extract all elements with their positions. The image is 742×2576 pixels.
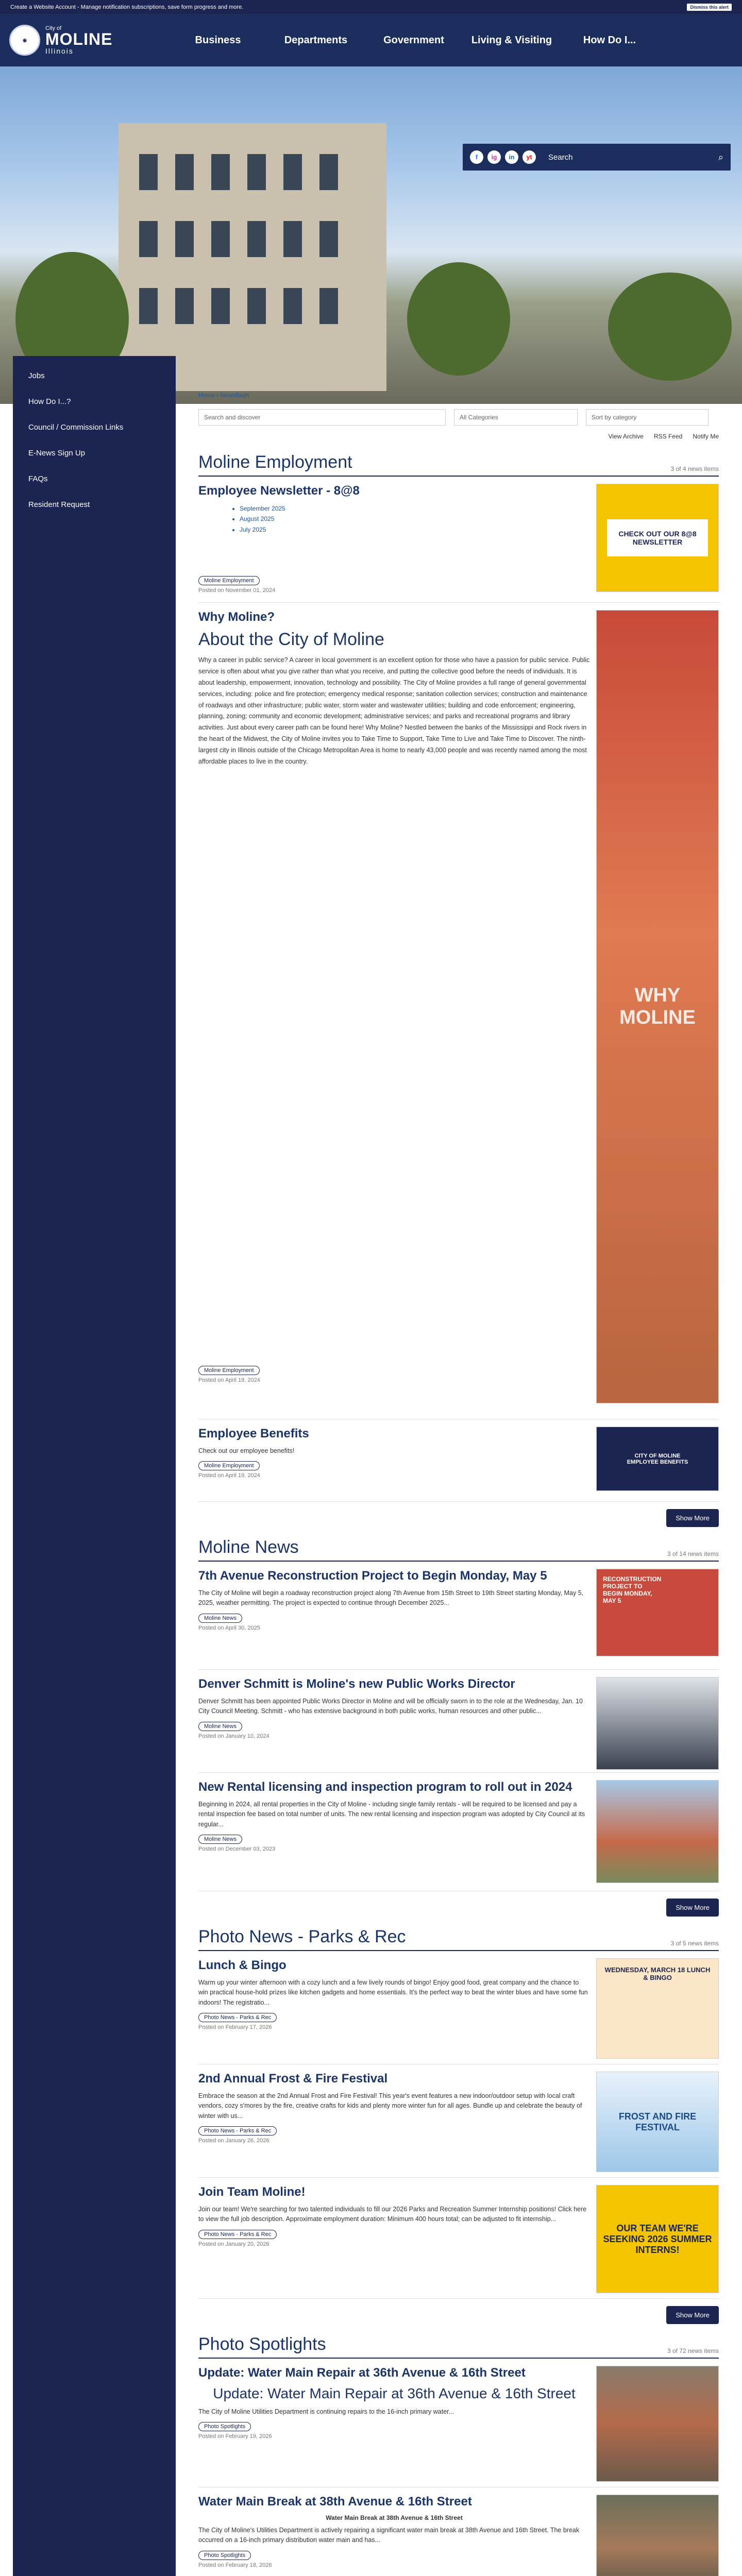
nav-living-visiting[interactable]: Living & Visiting	[471, 34, 552, 46]
thumb-caption: CHECK OUT OUR 8@8 NEWSLETTER	[607, 519, 708, 556]
item-thumbnail[interactable]	[596, 484, 719, 592]
item-tag[interactable]: Moline News	[198, 1722, 242, 1731]
breadcrumb-home[interactable]: Home	[198, 392, 215, 399]
item-tag[interactable]: Photo Spotlights	[198, 2551, 251, 2560]
item-title[interactable]: Water Main Break at 38th Avenue & 16th Street	[198, 2495, 472, 2509]
item-date: Posted on November 01, 2024	[198, 587, 276, 594]
item-date: Posted on December 03, 2023	[198, 1846, 276, 1853]
item-tag[interactable]: Photo News - Parks & Rec	[198, 2126, 277, 2136]
sidebar-item-jobs[interactable]: Jobs	[28, 371, 45, 380]
filters	[198, 409, 719, 426]
item-tag[interactable]: Photo News - Parks & Rec	[198, 2013, 277, 2022]
breadcrumb: Home › Newsflash	[198, 392, 249, 399]
nav-government[interactable]: Government	[383, 34, 444, 46]
sidebar-item-enews[interactable]: E-News Sign Up	[28, 449, 86, 457]
item-thumbnail[interactable]	[596, 2072, 719, 2172]
item-date: Posted on April 19, 2024	[198, 1377, 260, 1383]
nav-departments[interactable]: Departments	[284, 34, 348, 46]
sidebar-item-how-do-i[interactable]: How Do I...?	[28, 397, 71, 406]
item-date: Posted on April 19, 2024	[198, 1472, 260, 1479]
main-nav	[169, 35, 733, 46]
news-item	[198, 1419, 719, 1502]
thumb-caption: WHY MOLINE	[619, 985, 696, 1028]
show-more-button[interactable]: Show More	[666, 2306, 719, 2324]
search-input[interactable]: Search	[548, 152, 573, 162]
alert-text: Create a Website Account - Manage notification subscriptions, save form progress and more.	[10, 4, 244, 10]
item-tag[interactable]: Moline News	[198, 1835, 242, 1844]
item-tag[interactable]: Moline Employment	[198, 1461, 260, 1470]
item-thumbnail[interactable]	[596, 2495, 719, 2576]
dismiss-alert-button[interactable]: Dismiss this alert	[687, 4, 732, 11]
youtube-icon[interactable]: yt	[522, 150, 536, 164]
item-tag[interactable]: Moline News	[198, 1614, 242, 1623]
item-date: Posted on February 17, 2026	[198, 2024, 272, 2031]
item-subtitle: About the City of Moline	[198, 630, 384, 649]
instagram-icon[interactable]: ig	[487, 150, 501, 164]
item-tag[interactable]: Photo News - Parks & Rec	[198, 2230, 277, 2239]
sidebar	[13, 356, 176, 2576]
newsletter-link[interactable]: • September 2025	[240, 503, 590, 514]
photo-news-title: Photo News - Parks & Rec	[198, 1927, 406, 1946]
sidebar-item-council-links[interactable]: Council / Commission Links	[28, 423, 124, 432]
thumb-caption: RECONSTRUCTION PROJECT TO BEGIN MONDAY, MAY 5	[603, 1575, 662, 1604]
news-item	[198, 1951, 719, 2064]
category-select[interactable]: All Categories	[454, 409, 578, 426]
news-item	[198, 2359, 719, 2487]
item-date: Posted on February 19, 2026	[198, 2433, 272, 2440]
thumb-caption: FROST AND FIRE FESTIVAL	[618, 2111, 697, 2132]
facebook-icon[interactable]: f	[470, 150, 483, 164]
show-more-button[interactable]: Show More	[666, 1509, 719, 1527]
sidebar-item-faqs[interactable]: FAQs	[28, 474, 48, 483]
spotlights-header	[198, 2334, 719, 2359]
spotlights-count: 3 of 72 news items	[667, 2347, 719, 2354]
historic-building	[119, 123, 386, 391]
news-header	[198, 1537, 719, 1562]
thumb-caption: OUR TEAM WE'RE SEEKING 2026 SUMMER INTERNS!	[603, 2223, 712, 2255]
item-body: Check out our employee benefits!	[198, 1447, 295, 1454]
item-body: The City of Moline Utilities Department is continuing repairs to the 16-inch primary water...	[198, 2408, 454, 2415]
linkedin-icon[interactable]: in	[505, 150, 518, 164]
item-tag[interactable]: Photo Spotlights	[198, 2422, 251, 2431]
nav-business[interactable]: Business	[195, 34, 241, 46]
item-subtitle: Update: Water Main Repair at 36th Avenue & 16th Street	[213, 2385, 576, 2401]
item-title[interactable]: 7th Avenue Reconstruction Project to Begin Monday, May 5	[198, 1569, 547, 1583]
item-body: Embrace the season at the 2nd Annual Frost and Fire Festival! This year's event features a new indoor/outdoor setup with local craft vendors, cozy s'mores by the fire, creative crafts for kids and plenty more winter fun for all ages. Bundle up and celebrate the beauty of winter with us...	[198, 2092, 582, 2120]
newsletter-link[interactable]: • July 2025	[240, 524, 590, 535]
breadcrumb-newsflash[interactable]: Newsflash	[220, 392, 249, 399]
alert-bar	[0, 0, 742, 14]
logo-city: MOLINE	[45, 30, 113, 48]
item-subtitle: Water Main Break at 38th Avenue & 16th Street	[326, 2514, 463, 2521]
logo-city-small: City of	[45, 25, 62, 31]
show-more-button[interactable]: Show More	[666, 1899, 719, 1917]
search-discover-input[interactable]: Search and discover	[198, 409, 446, 426]
spotlights-title: Photo Spotlights	[198, 2334, 326, 2354]
news-title: Moline News	[198, 1537, 299, 1557]
thumb-caption: WEDNESDAY, MARCH 18 LUNCH & BINGO	[604, 1966, 711, 1981]
notify-me-link[interactable]: Notify Me	[693, 433, 719, 440]
item-date: Posted on February 18, 2026	[198, 2562, 272, 2568]
news-tools	[198, 433, 719, 440]
search-bar	[463, 144, 731, 171]
site-header	[0, 14, 742, 66]
item-body: The City of Moline will begin a roadway reconstruction project along 7th Avenue from 15th Street to 19th Street starting Monday, May 5, 2025, weather permitting. The project is expected to continue through December 2025...	[198, 1589, 584, 1607]
city-seal-icon: ◉	[9, 25, 40, 56]
item-title[interactable]: Denver Schmitt is Moline's new Public Works Director	[198, 1677, 515, 1691]
news-count: 3 of 14 news items	[667, 1550, 719, 1557]
rss-feed-link[interactable]: RSS Feed	[653, 433, 683, 440]
item-thumbnail[interactable]	[596, 2366, 719, 2482]
item-body: Why a career in public service? A career in local government is an excellent option for those who have a passion for public service. Public service is often about what you give rather than what you receive, and putting the collective good before the needs of individuals. It is about leadership, empowerment, innovation, technology and possibility. The City of Moline provides a full range of general governmental services, including: police and fire protection; emergency medical response; sanitation collection services; construction and maintenance of roadways and other infrastructure; public water, storm water and wastewater utilities; building and code enforcement; engineering, planning, zoning; community and economic development; administrative services; and parks and recreational programs and library activities. Just about every career path can be found here! Why Moline? Nestled between the banks of the Mississippi and Rock rivers in the heart of the Midwest, the City of Moline invites you to Take Time to Support, Take Time to Live and Take Time to Discover. The ninth-largest city in Illinois outside of the Chicago Metropolitan Area is home to nearly 43,000 people and was recently named among the most affordable places to live in the country.	[198, 656, 590, 765]
item-title[interactable]: 2nd Annual Frost & Fire Festival	[198, 2072, 388, 2086]
item-tag[interactable]: Moline Employment	[198, 576, 260, 585]
nav-how-do-i[interactable]: How Do I...	[583, 34, 636, 46]
item-body: Warm up your winter afternoon with a cozy lunch and a few lively rounds of bingo! Enjoy good food, great company and the chance to win practical house-hold prizes like kitchen gadgets and home essentials. It's the perfect way to beat the winter blues and have some fun indoors! The registratio...	[198, 1979, 588, 2006]
news-item	[198, 2178, 719, 2299]
item-thumbnail[interactable]	[596, 1780, 719, 1883]
item-date: Posted on April 30, 2025	[198, 1624, 260, 1631]
news-item	[198, 1562, 719, 1670]
news-item	[198, 1773, 719, 1891]
item-title[interactable]: Lunch & Bingo	[198, 1958, 286, 1972]
item-thumbnail[interactable]	[596, 610, 719, 1403]
item-thumbnail[interactable]	[596, 1569, 719, 1656]
news-item	[198, 477, 719, 603]
newsletter-link[interactable]: • August 2025	[240, 514, 590, 524]
logo-state: Illinois	[45, 47, 74, 55]
sidebar-item-resident-request[interactable]: Resident Request	[28, 500, 90, 509]
news-item	[198, 2064, 719, 2178]
search-icon[interactable]: ⌕	[718, 151, 723, 162]
employment-count: 3 of 4 news items	[670, 465, 719, 472]
item-body: Beginning in 2024, all rental properties in the City of Moline - including single family rentals - will be required to be licensed and pay a rental inspection fee based on total number of units. The new rental licensing and inspection program was adopted by City Council at its regular...	[198, 1801, 585, 1828]
item-tag[interactable]: Moline Employment	[198, 1366, 260, 1375]
item-title[interactable]: Employee Benefits	[198, 1427, 309, 1440]
site-logo[interactable]	[9, 25, 169, 56]
sort-select[interactable]: Sort by category	[586, 409, 709, 426]
item-title[interactable]: Why Moline?	[198, 610, 275, 624]
item-body: The City of Moline's Utilities Department is actively repairing a significant water main break at 38th Avenue and 16th Street. The break occurred on a 16-inch primary distribution water main and has...	[198, 2527, 580, 2544]
item-title[interactable]: Join Team Moline!	[198, 2185, 306, 2199]
news-item	[198, 603, 719, 1419]
item-title[interactable]: Update: Water Main Repair at 36th Avenue & 16th Street	[198, 2366, 526, 2380]
item-body: Join our team! We're searching for two talented individuals to fill our 2026 Parks and Recreation Summer Internship positions! Click here to view the full job description. Approximate employment duration: Minimum 400 hours total; can be adjusted to fit internship...	[198, 2206, 587, 2223]
employment-title: Moline Employment	[198, 452, 352, 472]
news-item	[198, 2487, 719, 2576]
item-thumbnail[interactable]	[596, 2185, 719, 2293]
employment-header	[198, 452, 719, 477]
item-title[interactable]: New Rental licensing and inspection program to roll out in 2024	[198, 1780, 572, 1794]
item-title[interactable]: Employee Newsletter - 8@8	[198, 484, 360, 498]
item-date: Posted on January 26, 2026	[198, 2138, 269, 2144]
item-date: Posted on January 20, 2026	[198, 2241, 269, 2247]
item-thumbnail[interactable]	[596, 1958, 719, 2059]
photo-news-header	[198, 1927, 719, 1951]
item-body: Denver Schmitt has been appointed Public Works Director in Moline and will be officially sworn in to the role at the Wednesday, Jan. 10 City Council Meeting. Schmitt - who has extensive background in both public works, human resources and other public...	[198, 1698, 583, 1715]
news-item	[198, 1670, 719, 1773]
photo-news-count: 3 of 5 news items	[670, 1940, 719, 1947]
thumb-caption: CITY OF MOLINE EMPLOYEE BENEFITS	[627, 1452, 688, 1465]
hero-image	[0, 66, 742, 404]
main-content	[198, 392, 719, 2576]
view-archive-link[interactable]: View Archive	[608, 433, 644, 440]
item-thumbnail[interactable]	[596, 1427, 719, 1491]
item-thumbnail[interactable]	[596, 1677, 719, 1770]
item-date: Posted on January 10, 2024	[198, 1733, 269, 1739]
